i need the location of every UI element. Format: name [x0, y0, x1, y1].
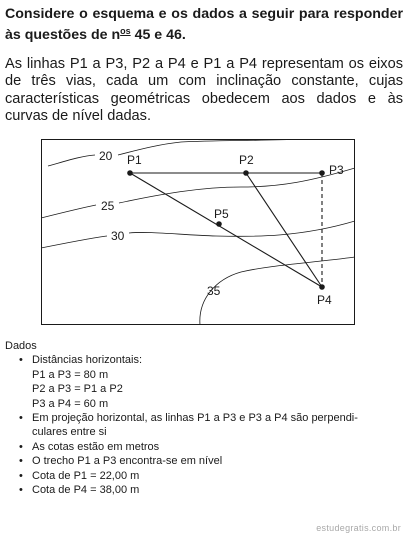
label-p5: P5: [214, 207, 229, 221]
point-p4: [319, 284, 325, 290]
distance-line: P2 a P3 = P1 a P2: [32, 383, 123, 396]
distance-line: P3 a P4 = 60 m: [32, 397, 109, 410]
data-list: [5, 353, 358, 497]
list-item-text: Em projeção horizontal, as linhas P1 a P3 e P3 a P4 são perpendi-: [32, 412, 358, 425]
label-contour-30: 30: [111, 229, 125, 243]
label-contour-25: 25: [101, 199, 115, 213]
intro-paragraph: As linhas P1 a P3, P2 a P4 e P1 a P4 representam os eixos de três vias, cada um com inclinação constante, cujas características geométricas obedecem aos dados e às curvas de nível dadas.: [5, 56, 403, 124]
list-item: • Cota de P1 = 22,00 m: [5, 469, 358, 483]
distance-line: P1 a P3 = 80 m: [32, 368, 109, 381]
data-title: Dados: [5, 340, 37, 352]
point-p1: [127, 170, 133, 176]
list-item-continuation: culares entre si: [32, 426, 107, 439]
site-watermark: estudegratis.com.br: [316, 523, 401, 533]
contour-diagram-svg: [41, 139, 355, 325]
point-p3: [319, 170, 325, 176]
point-p2: [243, 170, 249, 176]
label-p3: P3: [329, 163, 344, 177]
label-p2: P2: [239, 153, 254, 167]
list-item: • O trecho P1 a P3 encontra-se em nível: [5, 454, 358, 468]
distances-label: Distâncias horizontais:: [32, 354, 143, 367]
list-item: • Cota de P4 = 38,00 m: [5, 483, 358, 497]
list-item: [5, 411, 358, 425]
heading-text-end: 45 e 46.: [130, 27, 186, 43]
label-contour-35: 35: [207, 284, 221, 298]
label-p4: P4: [317, 293, 332, 307]
data-section: [5, 339, 358, 497]
heading-superscript: os: [120, 26, 131, 36]
label-contour-20: 20: [99, 149, 113, 163]
point-p5: [216, 221, 222, 227]
question-heading: [5, 6, 403, 44]
list-item: [5, 353, 358, 367]
contour-diagram: [41, 139, 355, 330]
list-item: • As cotas estão em metros: [5, 440, 358, 454]
label-p1: P1: [127, 153, 142, 167]
heading-text: Considere o esquema e os dados a seguir para responder às questões de n: [5, 6, 403, 43]
